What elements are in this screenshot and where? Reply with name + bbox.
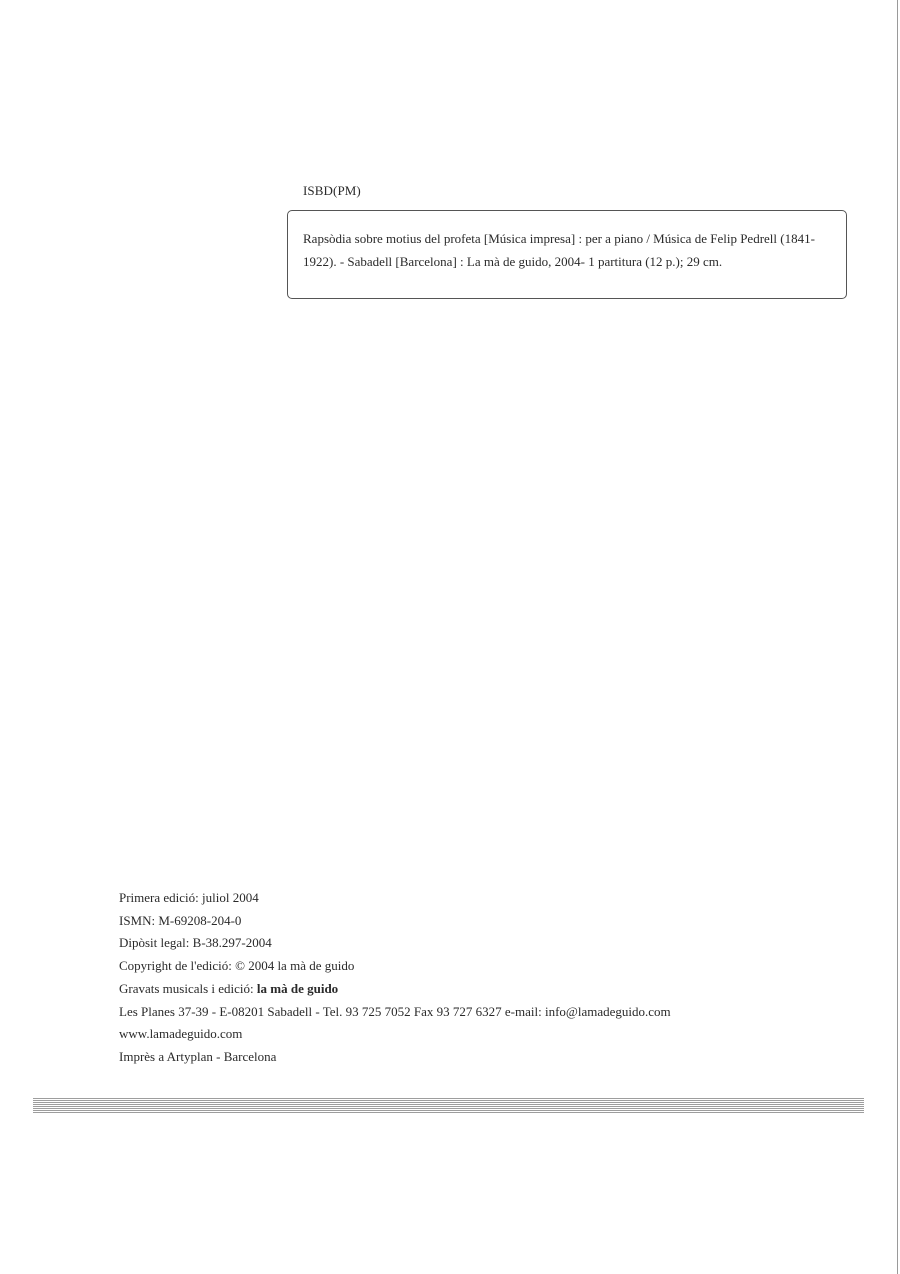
address: Les Planes 37-39 - E-08201 Sabadell - Tel. 93 725 7052 Fax 93 727 6327 e-mail: info@lamadeguido.com	[119, 1003, 671, 1019]
copyright: Copyright de l'edició: © 2004 la mà de guido	[119, 958, 355, 974]
website: www.lamadeguido.com	[119, 1026, 243, 1042]
isbd-record-text: Rapsòdia sobre motius del profeta [Música impresa] : per a piano / Música de Felip Pedrell (1841-1922). - Sabadell [Barcelona] : La mà de guido, 2004- 1 partitura (12 p.); 29 cm.	[303, 231, 815, 269]
publisher-name: la mà de guido	[256, 980, 339, 996]
isbd-label: ISBD(PM)	[303, 183, 361, 198]
decorative-rule	[33, 1098, 864, 1114]
printer: Imprès a Artyplan - Barcelona	[119, 1048, 277, 1064]
isbd-record-box	[287, 210, 847, 299]
engraving-prefix: Gravats musicals i edició:	[119, 980, 257, 996]
engraving-line	[119, 978, 671, 1001]
legal-deposit: Dipòsit legal: B-38.297-2004	[119, 935, 272, 951]
imprint-block	[119, 887, 671, 1069]
ismn: ISMN: M-69208-204-0	[119, 912, 242, 928]
first-edition: Primera edició: juliol 2004	[119, 890, 259, 905]
